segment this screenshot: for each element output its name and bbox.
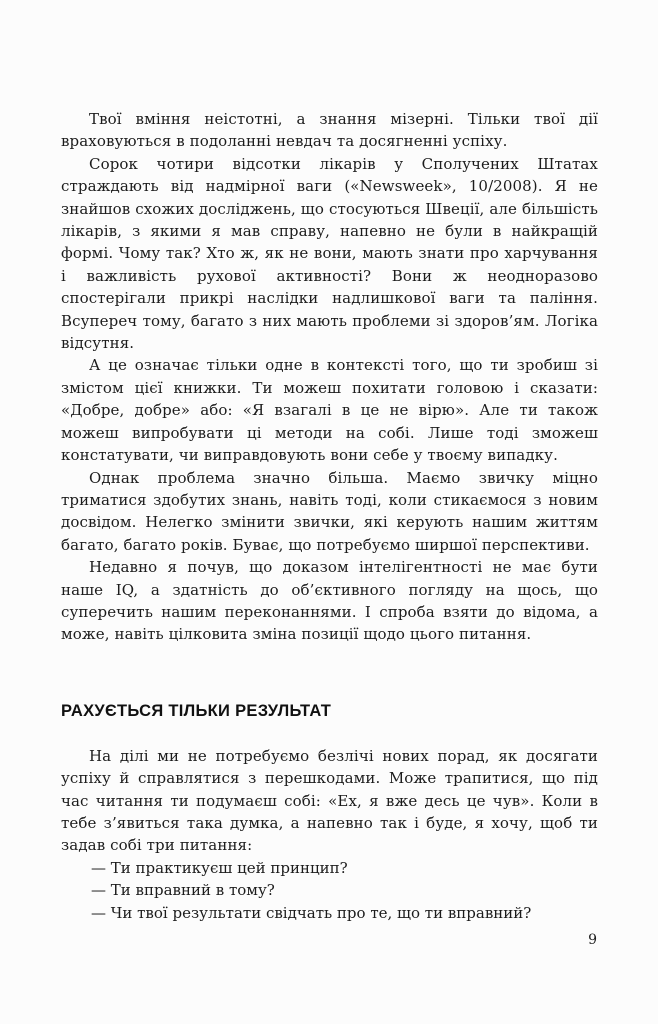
list-item: — Ти практикуєш цей принцип? (91, 858, 348, 877)
paragraph: Сорок чотири відсотки лікарів у Сполучених Штатах страждають від надмірної ваги («Newsweek», 10/2008). Я не знайшов схожих досліджень, що стосуються Швеції, але більшість лікарів, з якими я мав справу, напевно не були в найкращій формі. Чому так? Хто ж, як не вони, мають знати про харчування і важливість рухової активності? Вони ж неодноразово спостерігали прикрі наслідки надлишкової ваги та паління. Всупереч тому, багато з них мають проблеми зі здоров’ям. Логіка відсутня. (61, 154, 598, 353)
page-number: 9 (588, 932, 597, 948)
paragraph: На ділі ми не потребуємо безлічі нових порад, як досягати успіху й справлятися з перешкодами. Може трапитися, що під час читання ти подумаєш собі: «Ех, я вже десь це чув». Коли в тебе з’явиться така думка, а напевно так і буде, я хочу, щоб ти задав собі три питання: (61, 746, 598, 855)
paragraph: Твої вміння неістотні, а знання мізерні. Тільки твої дії враховуються в подоланні невдач та досягненні успіху. (61, 110, 598, 151)
paragraph: Недавно я почув, що доказом інтелігентності не має бути наше IQ, а здатність до об’єктивного погляду на щось, що суперечить нашим переконаннями. І спроба взяти до відома, а може, навіть цілковита зміна позиції щодо цього питання. (61, 558, 598, 644)
list-item: — Ти вправний в тому? (91, 881, 275, 900)
paragraph: Однак проблема значно більша. Маємо звичку міцно триматися здобутих знань, навіть тоді, коли стикаємося з новим досвідом. Нелегко змінити звички, які керують нашим життям багато, багато років. Буває, що потребуємо ширшої перспективи. (61, 468, 598, 554)
list-item: — Чи твої результати свідчать про те, що ти вправний? (91, 903, 532, 922)
question-list (61, 857, 598, 924)
section-heading: РАХУЄТЬСЯ ТІЛЬКИ РЕЗУЛЬТАТ (61, 701, 332, 720)
page-content (61, 108, 598, 924)
paragraph: А це означає тільки одне в контексті того, що ти зробиш зі змістом цієї книжки. Ти можеш похитати головою і сказати: «Добре, добре» або: «Я взагалі в це не вірю». Але ти також можеш випробувати ці методи на собі. Лише тоді зможеш констатувати, чи виправдовують вони себе у твоєму випадку. (61, 356, 598, 465)
